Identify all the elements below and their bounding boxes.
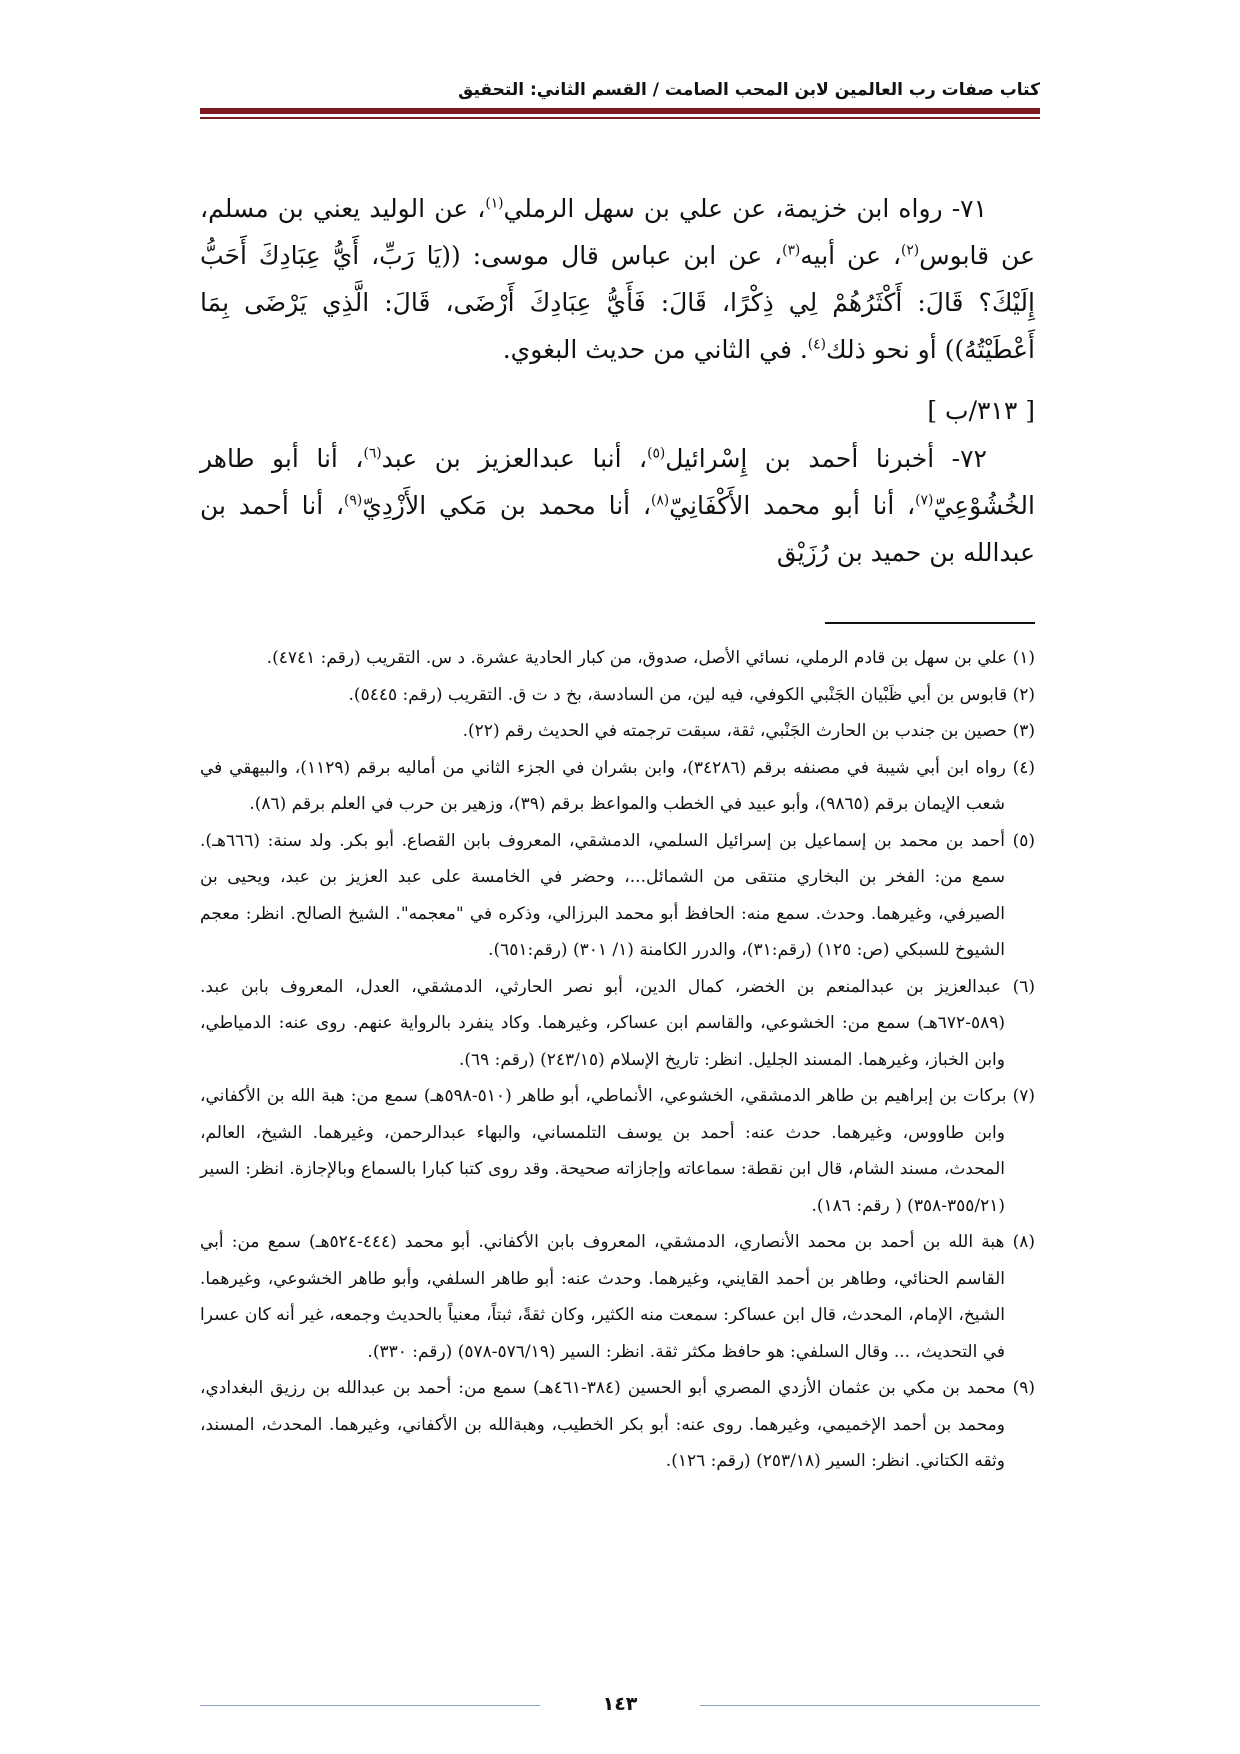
- main-text: [200, 185, 1035, 576]
- hadith-71-part-1: ٧١- رواه ابن خزيمة، عن علي بن سهل الرملي: [503, 194, 987, 223]
- footnote-5: (٥) أحمد بن محمد بن إسماعيل بن إسرائيل السلمي، الدمشقي، المعروف بابن القصاع. أبو بكر. ولد سنة: (٦٦٦هـ). سمع من: الفخر بن البخاري منتقى من الشمائل...، وحضر في الخامسة على عبد العزيز بن عبد، ويحيى بن الصيرفي، وغيرهما. وحدث. سمع منه: الحافظ أبو محمد البرزالي، وذكره في "معجمه". الشيخ الصالح. انظر: معجم الشيوخ للسبكي (ص: ١٢٥) (رقم:٣١)، والدرر الكامنة (١/ ٣٠١) (رقم:٦٥١).: [200, 830, 1035, 960]
- footnote-ref-4: (٤): [807, 336, 826, 353]
- hadith-71-part-4: ، عن ابن عباس قال موسى: ((يَا رَبِّ، أَيُّ عِبَادِكَ أَحَبُّ إِلَيْكَ؟ قَالَ: أَكْثَرُهُمْ لِي ذِكْرًا، قَالَ: فَأَيُّ عِبَادِكَ أَرْضَى، قَالَ: الَّذِي يَرْضَى بِمَا أَعْطَيْتُهُ)) أو نحو ذلك: [200, 241, 1035, 364]
- hadith-72-part-3: ، أنا أبو طاهر الخُشُوْعِيّ: [200, 444, 1035, 520]
- footnote-8: (٨) هبة الله بن أحمد بن محمد الأنصاري، الدمشقي، المعروف بابن الأكفاني. أبو محمد (٤٤٤-٥٢٤هـ) سمع من: أبي القاسم الحنائي، وطاهر بن أحمد القايني، وغيرهما. وحدث عنه: أبو طاهر السلفي، وأبو طاهر الخشوعي، وغيرهما. الشيخ، الإمام، المحدث، قال ابن عساكر: سمعت منه الكثير، وكان ثقةً، ثبتاً، معنياً بالحديث وجمعه، غير أنه كان عسرا في التحديث، ... وقال السلفي: هو حافظ مكثر ثقة. انظر: السير (٥٧٦/١٩-٥٧٨) (رقم: ٣٣٠).: [200, 1232, 1035, 1362]
- hadith-71: [200, 185, 1035, 373]
- footnote-2: (٢) قابوس بن أبي ظَبْيان الجَنْبي الكوفي، فيه لين، من السادسة، بخ د ت ق. التقريب (رقم: ٥٤٤٥).: [348, 684, 1035, 705]
- footnotes: [200, 640, 1035, 1480]
- book-title: كتاب صفات رب العالمين لابن المحب الصامت / القسم الثاني: التحقيق: [458, 80, 1040, 100]
- header-rule-thin: [200, 117, 1040, 119]
- hadith-72-part-4: ، أنا أبو محمد الأَكْفَانِيّ: [669, 491, 916, 520]
- footnote-ref-7: (٧): [915, 492, 934, 509]
- hadith-72-part-1: ٧٢- أخبرنا أحمد بن إِسْرائيل: [665, 444, 987, 473]
- hadith-71-part-2: ، عن الوليد يعني بن مسلم، عن قابوس: [200, 194, 1035, 270]
- footnote-ref-3: (٣): [782, 242, 801, 259]
- footnote-ref-5: (٥): [647, 445, 666, 462]
- hadith-72-part-5: ، أنا محمد بن مَكي الأَزْدِيّ: [362, 491, 652, 520]
- footnote-ref-1: (١): [485, 195, 504, 212]
- footnote-ref-6: (٦): [363, 445, 382, 462]
- hadith-71-part-5: . في الثاني من حديث البغوي.: [502, 335, 808, 364]
- header-rule-thick: [200, 108, 1040, 114]
- footnote-4: (٤) رواه ابن أبي شيبة في مصنفه برقم (٣٤٢٨٦)، وابن بشران في الجزء الثاني من أماليه برقم (١١٢٩)، والبيهقي في شعب الإيمان برقم (٩٨٦٥)، وأبو عبيد في الخطب والمواعظ برقم (٣٩)، وزهير بن حرب في العلم برقم (٨٦).: [200, 757, 1035, 814]
- hadith-72-part-6: ، أنا أحمد بن عبدالله بن حميد بن رُزَيْق: [200, 491, 1035, 567]
- footnote-separator: [825, 622, 1035, 624]
- footnote-1: (١) علي بن سهل بن قادم الرملي، نسائي الأصل، صدوق، من كبار الحادية عشرة. د س. التقريب (رقم: ٤٧٤١).: [266, 648, 1035, 668]
- footer-rule-left: [200, 1705, 540, 1706]
- page-number: ١٤٣: [602, 1693, 638, 1715]
- footnote-ref-8: (٨): [651, 492, 670, 509]
- folio-marker: [ ٣١٣/ب ]: [927, 396, 1035, 425]
- hadith-72: [200, 435, 1035, 576]
- footnote-9: (٩) محمد بن مكي بن عثمان الأزدي المصري أبو الحسين (٣٨٤-٤٦١هـ) سمع من: أحمد بن عبدالله بن رزيق البغدادي، ومحمد بن أحمد الإخميمي، وغيرهما. روى عنه: أبو بكر الخطيب، وهبةالله بن الأكفاني، وغيرهما. المحدث، المسند، وثقه الكتاني. انظر: السير (٢٥٣/١٨) (رقم: ١٢٦).: [200, 1378, 1035, 1471]
- footnote-6: (٦) عبدالعزيز بن عبدالمنعم بن الخضر، كمال الدين، أبو نصر الحارثي، الدمشقي، العدل، المعروف بابن عبد. (٥٨٩-٦٧٢هـ) سمع من: الخشوعي، والقاسم ابن عساكر، وغيرهما. وكاد ينفرد بالرواية عنهم. روى عنه: الدمياطي، وابن الخباز، وغيرهما. المسند الجليل. انظر: تاريخ الإسلام (٢٤٣/١٥) (رقم: ٦٩).: [200, 976, 1035, 1070]
- footnote-ref-9: (٩): [344, 492, 363, 509]
- footnote-3: (٣) حصين بن جندب بن الحارث الجَنْبي، ثقة، سبقت ترجمته في الحديث رقم (٢٢).: [462, 721, 1035, 741]
- hadith-71-part-3: ، عن أبيه: [800, 241, 902, 270]
- footer-rule-right: [700, 1705, 1040, 1706]
- footnote-7: (٧) بركات بن إبراهيم بن طاهر الدمشقي، الخشوعي، الأنماطي، أبو طاهر (٥١٠-٥٩٨هـ) سمع من: هبة الله بن الأكفاني، وابن طاووس، وغيرهما. حدث عنه: أحمد بن يوسف التلمساني، والبهاء عبدالرحمن، وغيرهما. الشيخ، العالم، المحدث، مسند الشام، قال ابن نقطة: سماعاته وإجازاته صحيحة. وقد روى كتبا كبارا بالسماع وبالإجازة. انظر: السير (٣٥٥/٢١-٣٥٨) ( رقم: ١٨٦).: [200, 1086, 1036, 1216]
- hadith-72-part-2: ، أنبا عبدالعزيز بن عبد: [381, 444, 648, 473]
- footnote-ref-2: (٢): [901, 242, 920, 259]
